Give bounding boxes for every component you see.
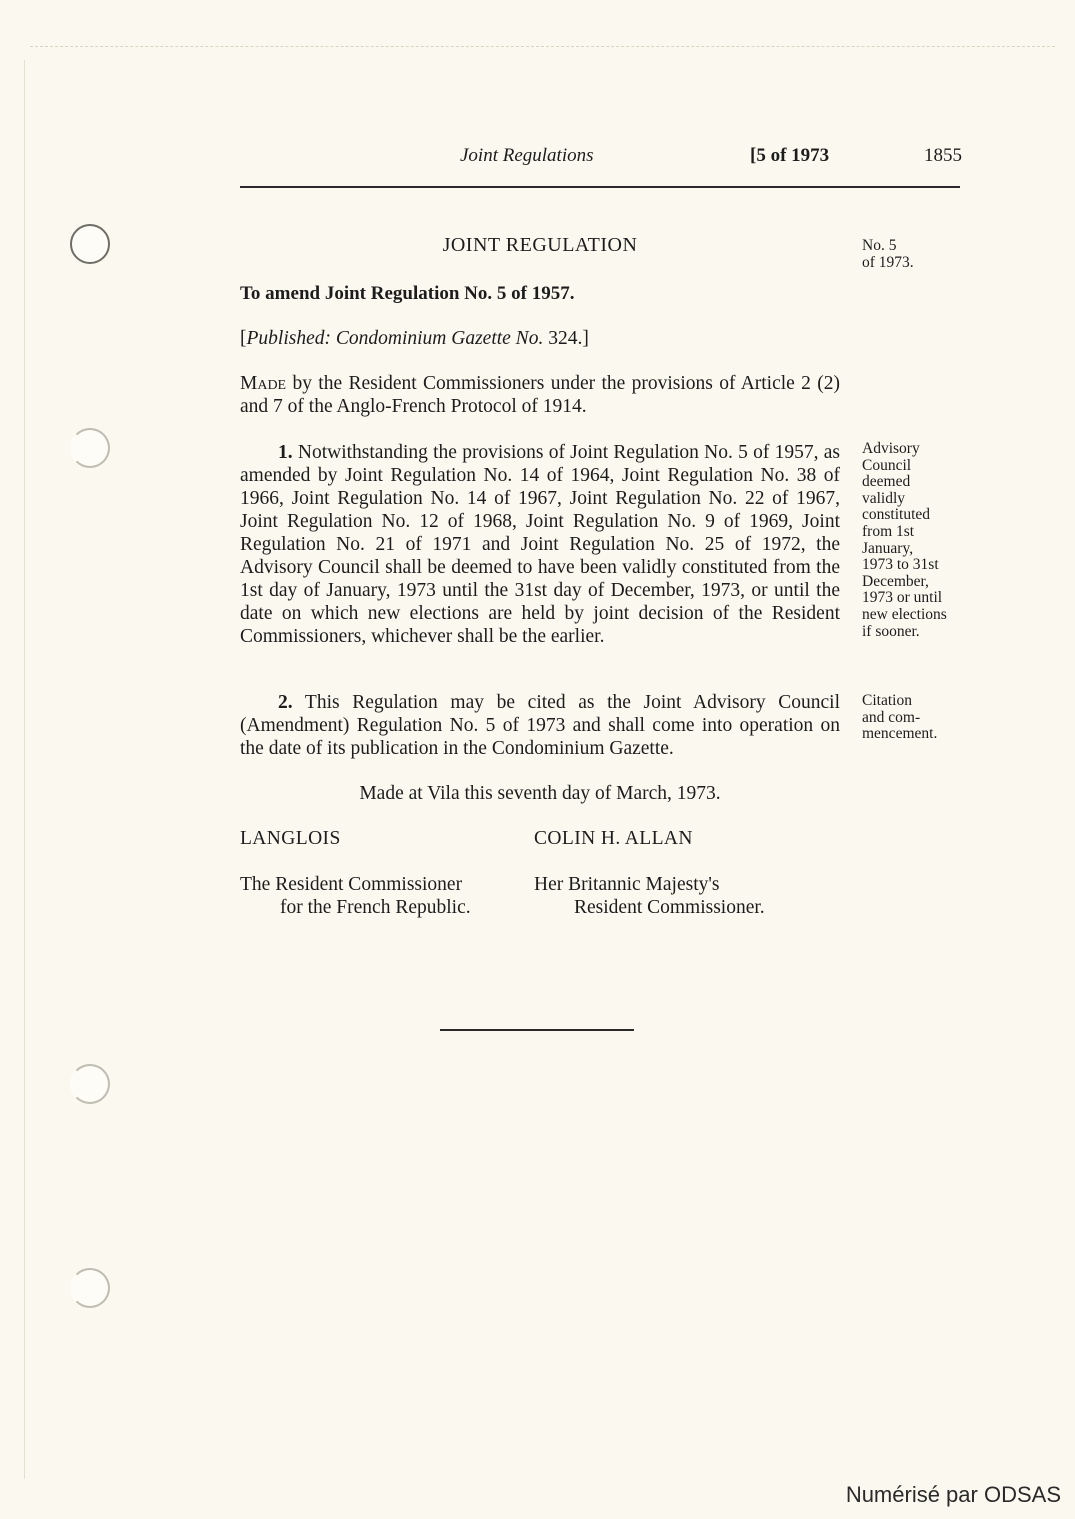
section-2	[240, 691, 840, 760]
role-line: Her Britannic Majesty's	[534, 874, 720, 895]
running-title: Joint Regulations	[460, 145, 594, 166]
published-label: Published: Condominium Gazette No.	[246, 328, 544, 349]
page-number: 1855	[924, 145, 962, 166]
section-2-number: 2.	[278, 692, 293, 713]
enacting-text: by the Resident Commissioners under the provisions of Article 2 (2) and 7 of the Anglo-French Protocol of 1914.	[240, 373, 840, 417]
margin-note-line: Advisory	[862, 440, 920, 457]
margin-note-line: constituted	[862, 506, 931, 524]
margin-note-line: 1973 to 31st	[862, 556, 939, 574]
margin-note-line: Council	[862, 456, 912, 474]
margin-note-line: deemed	[862, 473, 911, 491]
section-1-text: Notwithstanding the provisions of Joint Regulation No. 5 of 1957, as amended by Joint Regulation No. 14 of 1964, Joint Regulation No. 38 of 1966, Joint Regulation No. 14 of 1967, Joint Regulation No. 22 of 1967, Joint Regulation No. 12 of 1968, Joint Regulation No. 9 of 1969, Joint Regulation No. 21 of 1971 and Joint Regulation No. 25 of 1972, the Advisory Council shall be deemed to have been validly constituted from the 1st day of January, 1973 until the 31st day of December, 1973, or until the date on which new elections are held by joint decision of the Resident Commissioners, whichever shall be the earlier.	[240, 442, 840, 647]
margin-note-line: No. 5	[862, 237, 897, 254]
header-rule	[240, 186, 960, 188]
signatory-role-right	[534, 873, 765, 919]
margin-note-line: if sooner.	[862, 622, 920, 640]
margin-note-line: Citation	[862, 692, 912, 709]
page-edge-left	[24, 60, 25, 1479]
page-edge	[30, 46, 1055, 47]
section-2-text: This Regulation may be cited as the Joint Advisory Council (Amendment) Regulation No. 5 of 1973 and shall come into operation on the date of its publication in the Condominium Gazette.	[240, 692, 840, 759]
enacting-clause	[240, 372, 840, 418]
punch-hole	[70, 1268, 110, 1308]
margin-note-line: January,	[862, 539, 914, 557]
regulation-number: [5 of 1973	[750, 145, 830, 166]
margin-note-number	[862, 238, 972, 271]
end-rule	[440, 1029, 634, 1031]
punch-hole	[70, 1064, 110, 1104]
margin-note-line: mencement.	[862, 725, 938, 743]
role-line: for the French Republic.	[280, 897, 471, 918]
enacting-lead: Made	[240, 373, 287, 394]
running-head	[240, 145, 962, 171]
punch-hole	[70, 428, 110, 468]
margin-note-citation	[862, 693, 972, 743]
published-number: 324.	[548, 328, 583, 349]
signatory-name-left: LANGLOIS	[240, 828, 341, 849]
role-line: The Resident Commissioner	[240, 874, 463, 895]
role-line: Resident Commissioner.	[574, 897, 765, 918]
margin-note-line: and com-	[862, 708, 921, 726]
section-1	[240, 441, 840, 648]
margin-note-line: validly	[862, 489, 906, 507]
margin-note-line: new elections	[862, 605, 947, 623]
published-note: [Published: Condominium Gazette No. 324.]	[240, 328, 589, 349]
section-1-number: 1.	[278, 442, 293, 463]
punch-hole	[70, 224, 110, 264]
document-title: JOINT REGULATION	[442, 234, 638, 256]
margin-note-line: from 1st	[862, 522, 915, 540]
made-at: Made at Vila this seventh day of March, 1973.	[359, 783, 721, 804]
signatory-role-left	[240, 873, 471, 919]
margin-note-line: December,	[862, 572, 929, 590]
document-subtitle: To amend Joint Regulation No. 5 of 1957.	[240, 283, 575, 304]
signatory-name-right: COLIN H. ALLAN	[534, 828, 693, 849]
margin-note-line: 1973 or until	[862, 589, 943, 607]
margin-note-advisory	[862, 441, 972, 640]
digitization-credit: Numérisé par ODSAS	[845, 1482, 1061, 1507]
margin-note-line: of 1973.	[862, 253, 914, 271]
